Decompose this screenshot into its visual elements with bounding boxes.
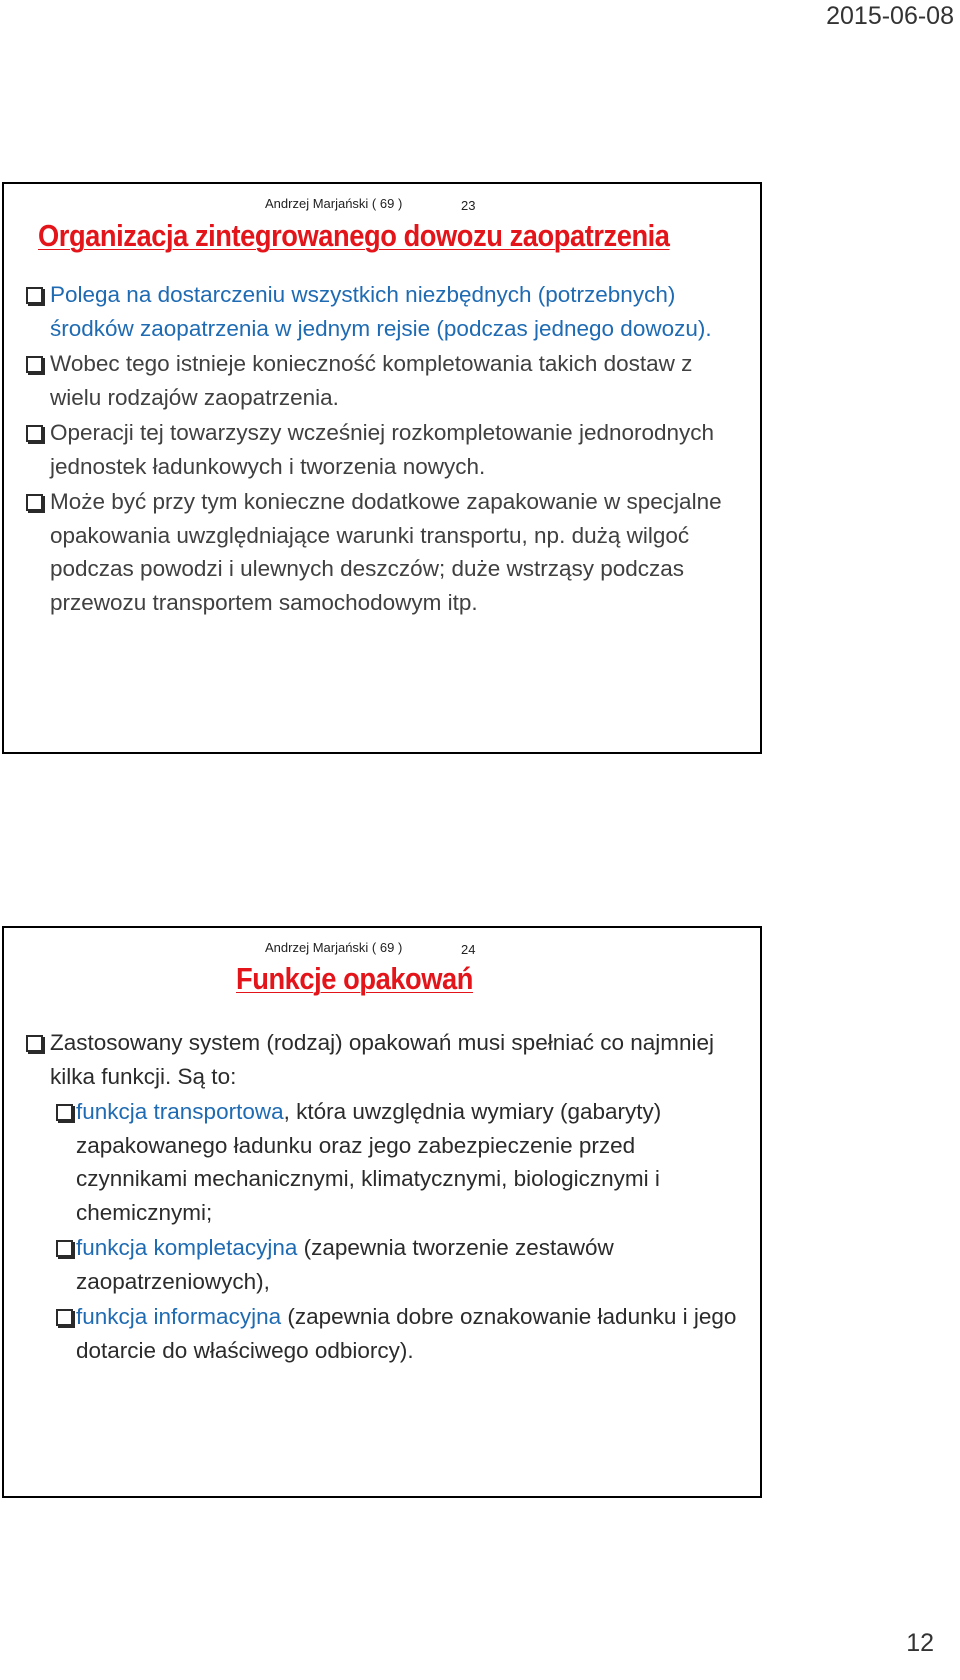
bullet-item (26, 347, 742, 414)
slide-author: Andrzej Marjański ( 69 ) (265, 940, 403, 955)
slide-body (26, 1026, 742, 1369)
checkbox-bullet-icon (26, 356, 43, 373)
function-description: (zapewnia dobre oznakowanie ładunku i jego dotarcie do właściwego odbiorcy). (76, 1304, 737, 1363)
slide-23 (2, 182, 762, 754)
sub-bullet-text (76, 1231, 742, 1298)
bullet-text: Wobec tego istnieje konieczność kompletowania takich dostaw z wielu rodzajów zaopatrzenia. (50, 351, 693, 410)
sub-bullet-item (56, 1300, 742, 1367)
bullet-item (26, 416, 742, 483)
bullet-item (26, 278, 742, 345)
bullet-item (26, 485, 742, 619)
bullet-text: Operacji tej towarzyszy wcześniej rozkompletowanie jednorodnych jednostek ładunkowych i tworzenia nowych. (50, 420, 715, 479)
bullet-text: Zastosowany system (rodzaj) opakowań musi spełniać co najmniej kilka funkcji. Są to: (50, 1030, 715, 1089)
slide-author: Andrzej Marjański ( 69 ) (265, 196, 403, 211)
checkbox-bullet-icon (56, 1240, 73, 1257)
function-term: funkcja informacyjna (76, 1304, 282, 1329)
sub-bullet-text (76, 1095, 742, 1229)
function-term: funkcja kompletacyjna (76, 1235, 298, 1260)
sub-bullet-item (56, 1231, 742, 1298)
slide-title: Funkcje opakowań (236, 961, 474, 996)
page-date: 2015-06-08 (826, 2, 954, 30)
checkbox-bullet-icon (26, 425, 43, 442)
slide-24 (2, 926, 762, 1498)
function-term: funkcja transportowa (76, 1099, 284, 1124)
checkbox-bullet-icon (26, 494, 43, 511)
function-description: (zapewnia tworzenie zestawów zaopatrzeniowych), (76, 1235, 614, 1294)
slide-title: Organizacja zintegrowanego dowozu zaopatrzenia (38, 218, 670, 253)
slide-header (4, 936, 760, 958)
checkbox-bullet-icon (26, 287, 43, 304)
slide-header (4, 192, 760, 214)
checkbox-bullet-icon (56, 1104, 73, 1121)
page-number: 12 (906, 1629, 934, 1657)
slide-number: 23 (461, 198, 476, 213)
slide-body (26, 278, 742, 621)
sub-bullet-item (56, 1095, 742, 1229)
checkbox-bullet-icon (56, 1309, 73, 1326)
slide-number: 24 (461, 942, 476, 957)
sub-bullet-text (76, 1300, 742, 1367)
bullet-text: Może być przy tym konieczne dodatkowe zapakowanie w specjalne opakowania uwzględniające warunki transportu, np. dużą wilgoć podczas powodzi i ulewnych deszczów; duże wstrząsy podczas przewozu transportem samochodowym itp. (50, 489, 722, 615)
checkbox-bullet-icon (26, 1035, 43, 1052)
bullet-text: Polega na dostarczeniu wszystkich niezbędnych (potrzebnych) środków zaopatrzenia w jednym rejsie (podczas jednego dowozu). (50, 282, 712, 341)
function-description: , która uwzględnia wymiary (gabaryty) zapakowanego ładunku oraz jego zabezpieczenie przed czynnikami mechanicznymi, klimatycznymi, biologicznymi i chemicznymi; (76, 1099, 662, 1225)
bullet-item (26, 1026, 742, 1093)
